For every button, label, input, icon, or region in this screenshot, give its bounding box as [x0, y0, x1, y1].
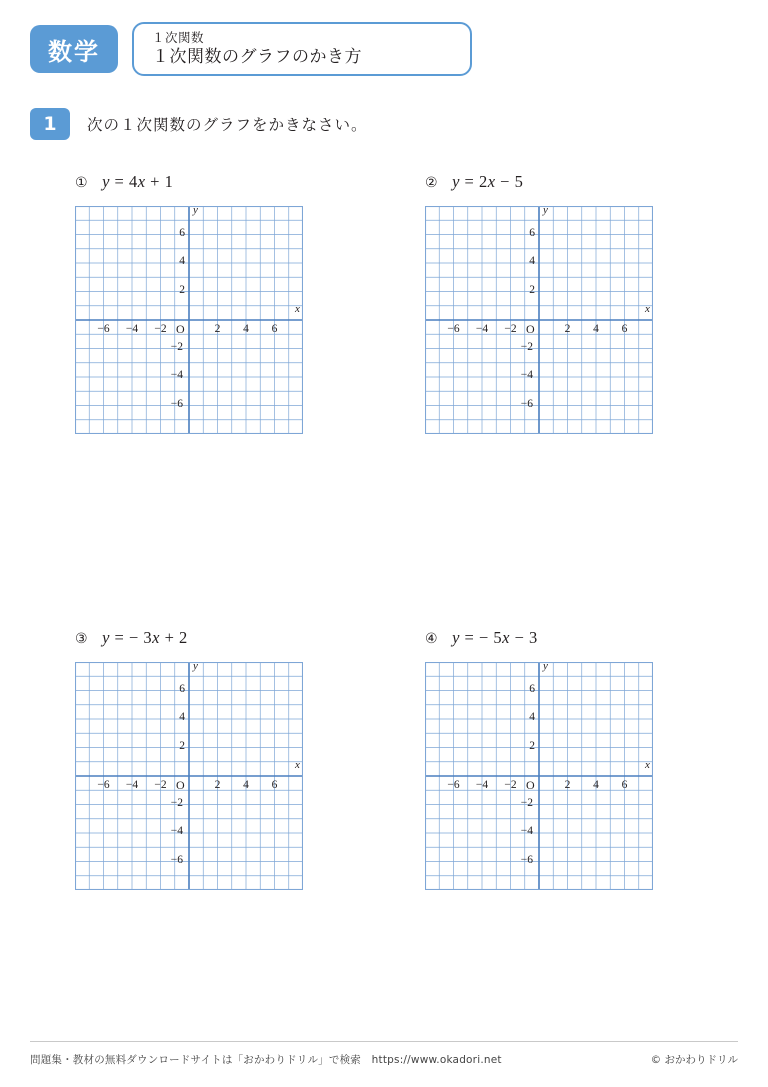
y-tick-label: 2: [179, 283, 185, 296]
problem-item: [75, 628, 303, 890]
problem-item: [425, 172, 653, 434]
y-tick-label: −6: [170, 853, 183, 866]
y-tick-label: 6: [529, 682, 535, 695]
x-tick-label: 2: [214, 779, 221, 791]
x-tick-label: 4: [243, 779, 249, 791]
x-tick-label: 2: [564, 323, 571, 335]
problem-expression: y = 4x + 1: [102, 172, 174, 191]
problem-marker: ③: [75, 631, 89, 647]
x-tick-label: 6: [621, 779, 628, 791]
title-main: １次関数のグラフのかき方: [152, 46, 362, 67]
x-tick-label: −4: [475, 323, 489, 335]
x-tick-label: −4: [475, 779, 489, 791]
y-tick-label: 6: [179, 226, 185, 239]
problem-expression: y = − 3x + 2: [102, 628, 188, 647]
problem-marker: ②: [425, 175, 439, 191]
y-tick-label: 4: [529, 711, 535, 723]
y-tick-label: −2: [170, 340, 183, 353]
coordinate-grid: [425, 662, 653, 890]
x-tick-label: −6: [97, 779, 110, 791]
question-instruction: 次の１次関数のグラフをかきなさい。: [87, 116, 368, 134]
y-tick-label: −4: [520, 825, 533, 837]
y-tick-label: 2: [529, 739, 535, 752]
footer-left-text: 問題集・教材の無料ダウンロードサイトは「おかわりドリル」で検索 https://www.okadori.net: [30, 1054, 502, 1066]
coordinate-grid: [75, 662, 303, 890]
y-tick-label: 2: [529, 283, 535, 296]
y-tick-label: −2: [520, 796, 533, 809]
y-tick-label: 4: [179, 711, 185, 723]
x-tick-label: 6: [621, 323, 628, 335]
x-tick-label: −2: [154, 779, 167, 791]
problem-item: [75, 172, 303, 434]
origin-label: O: [176, 778, 185, 792]
problem-marker: ④: [425, 631, 439, 647]
origin-label: O: [176, 322, 185, 336]
y-tick-label: 4: [529, 255, 535, 267]
footer-divider: [30, 1041, 738, 1042]
x-tick-label: −6: [447, 779, 460, 791]
grid-svg: [75, 206, 303, 434]
y-tick-label: 6: [529, 226, 535, 239]
page-header: [30, 22, 472, 76]
origin-label: O: [526, 322, 535, 336]
y-tick-label: −6: [520, 397, 533, 410]
y-tick-label: −4: [170, 369, 183, 381]
y-tick-label: −6: [520, 853, 533, 866]
coordinate-grid: [75, 206, 303, 434]
x-axis-label: x: [295, 759, 300, 771]
title-box: [132, 22, 472, 76]
x-tick-label: −4: [125, 779, 139, 791]
grid-svg: [425, 662, 653, 890]
x-tick-label: 6: [271, 779, 278, 791]
problem-expression: y = − 5x − 3: [452, 628, 538, 647]
problem-label: [425, 172, 653, 192]
y-tick-label: −6: [170, 397, 183, 410]
title-subtitle: １次関数: [152, 30, 205, 46]
x-tick-label: −2: [504, 323, 517, 335]
origin-label: O: [526, 778, 535, 792]
y-tick-label: 6: [179, 682, 185, 695]
x-tick-label: −2: [154, 323, 167, 335]
x-tick-label: 4: [593, 323, 599, 335]
footer-right-text: © おかわりドリル: [650, 1054, 738, 1066]
x-axis-label: x: [645, 759, 650, 771]
problem-label: [425, 628, 653, 648]
subject-badge: 数学: [30, 25, 118, 73]
coordinate-grid: [425, 206, 653, 434]
y-tick-label: −4: [170, 825, 183, 837]
x-tick-label: 2: [214, 323, 221, 335]
x-tick-label: 6: [271, 323, 278, 335]
question-number-badge: 1: [30, 108, 70, 140]
question-heading: [30, 108, 368, 140]
problem-marker: ①: [75, 175, 89, 191]
problem-label: [75, 628, 303, 648]
problem-expression: y = 2x − 5: [452, 172, 524, 191]
y-axis-label: y: [543, 660, 548, 672]
y-axis-label: y: [543, 204, 548, 216]
y-tick-label: −2: [520, 340, 533, 353]
problem-item: [425, 628, 653, 890]
y-tick-label: 2: [179, 739, 185, 752]
y-tick-label: 4: [179, 255, 185, 267]
y-axis-label: y: [193, 204, 198, 216]
grid-svg: [75, 662, 303, 890]
x-tick-label: −6: [97, 323, 110, 335]
problem-label: [75, 172, 303, 192]
y-axis-label: y: [193, 660, 198, 672]
x-tick-label: −6: [447, 323, 460, 335]
x-tick-label: −2: [504, 779, 517, 791]
x-tick-label: 2: [564, 779, 571, 791]
grid-svg: [425, 206, 653, 434]
y-tick-label: −4: [520, 369, 533, 381]
x-tick-label: 4: [593, 779, 599, 791]
x-axis-label: x: [295, 303, 300, 315]
x-tick-label: −4: [125, 323, 139, 335]
y-tick-label: −2: [170, 796, 183, 809]
x-axis-label: x: [645, 303, 650, 315]
x-tick-label: 4: [243, 323, 249, 335]
